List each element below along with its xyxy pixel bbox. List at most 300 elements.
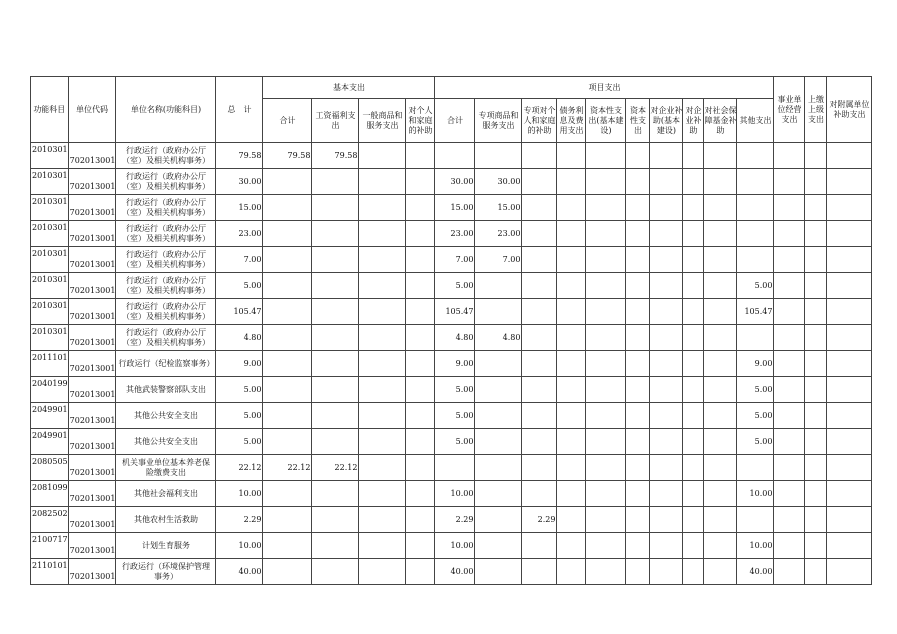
header-project-total: 合计 (435, 99, 475, 143)
project-enterprise-cell (683, 559, 704, 585)
basic-wage-cell (312, 429, 359, 455)
project-debt-cell (557, 559, 586, 585)
header-project-capital-build: 资本性支出(基本建设) (586, 99, 626, 143)
project-debt-cell (557, 195, 586, 221)
project-debt-cell (557, 533, 586, 559)
header-project-capital: 资本性支出 (626, 99, 650, 143)
basic-goods-cell (359, 559, 406, 585)
business-cell (774, 559, 805, 585)
project-total-cell: 105.47 (435, 299, 475, 325)
unit-code-cell: 702013001 (68, 377, 116, 403)
header-project-personal: 专项对个人和家庭的补助 (522, 99, 557, 143)
project-enterprise-cell (683, 221, 704, 247)
upper-cell (805, 481, 827, 507)
basic-total-cell (263, 221, 312, 247)
project-debt-cell (557, 273, 586, 299)
func-code-cell: 2010301 (31, 221, 69, 247)
basic-goods-cell (359, 143, 406, 169)
project-total-cell: 5.00 (435, 429, 475, 455)
basic-total-cell: 22.12 (263, 455, 312, 481)
unit-name-cell: 行政运行（政府办公厅（室）及相关机构事务） (116, 247, 216, 273)
project-enterprise-build-cell (650, 169, 683, 195)
table-row (31, 377, 872, 403)
header-basic-total: 合计 (263, 99, 312, 143)
upper-cell (805, 143, 827, 169)
project-social-cell (704, 169, 737, 195)
unit-code-cell: 702013001 (68, 299, 116, 325)
unit-code-cell: 702013001 (68, 429, 116, 455)
total-cell: 79.58 (216, 143, 263, 169)
project-enterprise-cell (683, 299, 704, 325)
table-row (31, 299, 872, 325)
total-cell: 23.00 (216, 221, 263, 247)
project-other-cell: 5.00 (737, 403, 774, 429)
project-goods-cell: 7.00 (475, 247, 522, 273)
project-social-cell (704, 195, 737, 221)
project-enterprise-build-cell (650, 559, 683, 585)
basic-wage-cell: 79.58 (312, 143, 359, 169)
func-code-cell: 2011101 (31, 351, 69, 377)
business-cell (774, 429, 805, 455)
upper-cell (805, 221, 827, 247)
basic-total-cell (263, 481, 312, 507)
basic-goods-cell (359, 221, 406, 247)
project-capital-cell (626, 195, 650, 221)
header-project-debt: 债务利息及费用支出 (557, 99, 586, 143)
project-capital-cell (626, 455, 650, 481)
project-other-cell (737, 455, 774, 481)
project-capital-build-cell (586, 429, 626, 455)
basic-personal-cell (406, 481, 435, 507)
project-enterprise-cell (683, 143, 704, 169)
table-row (31, 351, 872, 377)
table-row (31, 169, 872, 195)
project-debt-cell (557, 351, 586, 377)
project-other-cell (737, 169, 774, 195)
unit-name-cell: 其他武装警察部队支出 (116, 377, 216, 403)
basic-wage-cell (312, 507, 359, 533)
project-personal-cell (522, 169, 557, 195)
basic-personal-cell (406, 143, 435, 169)
upper-cell (805, 169, 827, 195)
project-social-cell (704, 481, 737, 507)
subsidy-cell (827, 195, 872, 221)
project-enterprise-cell (683, 169, 704, 195)
table-row (31, 247, 872, 273)
basic-total-cell (263, 247, 312, 273)
project-social-cell (704, 377, 737, 403)
table-row (31, 403, 872, 429)
upper-cell (805, 195, 827, 221)
project-social-cell (704, 403, 737, 429)
basic-total-cell (263, 169, 312, 195)
project-personal-cell (522, 143, 557, 169)
basic-total-cell (263, 299, 312, 325)
table-row (31, 195, 872, 221)
basic-wage-cell (312, 195, 359, 221)
basic-goods-cell (359, 351, 406, 377)
table-row (31, 325, 872, 351)
expenditure-table (30, 76, 872, 585)
basic-goods-cell (359, 299, 406, 325)
basic-total-cell (263, 195, 312, 221)
project-personal-cell (522, 455, 557, 481)
basic-total-cell (263, 403, 312, 429)
basic-personal-cell (406, 221, 435, 247)
project-capital-cell (626, 351, 650, 377)
basic-personal-cell (406, 455, 435, 481)
subsidy-cell (827, 403, 872, 429)
basic-personal-cell (406, 169, 435, 195)
basic-wage-cell (312, 299, 359, 325)
project-goods-cell (475, 299, 522, 325)
table-row (31, 533, 872, 559)
basic-personal-cell (406, 559, 435, 585)
unit-code-cell: 702013001 (68, 351, 116, 377)
header-basic-goods: 一般商品和服务支出 (359, 99, 406, 143)
project-goods-cell: 30.00 (475, 169, 522, 195)
total-cell: 2.29 (216, 507, 263, 533)
subsidy-cell (827, 559, 872, 585)
upper-cell (805, 533, 827, 559)
basic-total-cell (263, 533, 312, 559)
total-cell: 15.00 (216, 195, 263, 221)
project-capital-cell (626, 481, 650, 507)
basic-wage-cell (312, 325, 359, 351)
project-social-cell (704, 143, 737, 169)
func-code-cell: 2010301 (31, 325, 69, 351)
basic-goods-cell (359, 429, 406, 455)
project-enterprise-cell (683, 247, 704, 273)
project-personal-cell (522, 325, 557, 351)
project-total-cell: 40.00 (435, 559, 475, 585)
unit-name-cell: 其他农村生活救助 (116, 507, 216, 533)
unit-name-cell: 行政运行（政府办公厅（室）及相关机构事务） (116, 273, 216, 299)
project-social-cell (704, 273, 737, 299)
basic-wage-cell (312, 533, 359, 559)
project-other-cell: 5.00 (737, 429, 774, 455)
func-code-cell: 2081099 (31, 481, 69, 507)
header-basic-group: 基本支出 (263, 77, 435, 99)
header-project-other: 其他支出 (737, 99, 774, 143)
project-total-cell: 30.00 (435, 169, 475, 195)
table-body (31, 143, 872, 585)
unit-name-cell: 行政运行（政府办公厅（室）及相关机构事务） (116, 221, 216, 247)
basic-wage-cell (312, 247, 359, 273)
project-debt-cell (557, 507, 586, 533)
project-capital-cell (626, 377, 650, 403)
project-enterprise-cell (683, 507, 704, 533)
project-debt-cell (557, 299, 586, 325)
project-personal-cell (522, 377, 557, 403)
unit-name-cell: 其他公共安全支出 (116, 429, 216, 455)
total-cell: 105.47 (216, 299, 263, 325)
table-row (31, 559, 872, 585)
header-func-code: 功能科目 (31, 77, 69, 143)
project-capital-build-cell (586, 351, 626, 377)
basic-goods-cell (359, 377, 406, 403)
unit-code-cell: 702013001 (68, 169, 116, 195)
unit-code-cell: 702013001 (68, 247, 116, 273)
header-project-group: 项目支出 (435, 77, 774, 99)
project-capital-cell (626, 299, 650, 325)
upper-cell (805, 559, 827, 585)
project-capital-build-cell (586, 403, 626, 429)
project-goods-cell (475, 533, 522, 559)
project-debt-cell (557, 325, 586, 351)
project-debt-cell (557, 429, 586, 455)
project-personal-cell (522, 273, 557, 299)
func-code-cell: 2010301 (31, 247, 69, 273)
business-cell (774, 273, 805, 299)
basic-personal-cell (406, 299, 435, 325)
project-capital-build-cell (586, 273, 626, 299)
basic-total-cell: 79.58 (263, 143, 312, 169)
project-enterprise-build-cell (650, 351, 683, 377)
unit-code-cell: 702013001 (68, 143, 116, 169)
business-cell (774, 299, 805, 325)
project-other-cell: 9.00 (737, 351, 774, 377)
project-personal-cell (522, 533, 557, 559)
upper-cell (805, 299, 827, 325)
project-capital-cell (626, 247, 650, 273)
project-enterprise-build-cell (650, 143, 683, 169)
unit-code-cell: 702013001 (68, 507, 116, 533)
project-total-cell: 10.00 (435, 481, 475, 507)
business-cell (774, 455, 805, 481)
basic-total-cell (263, 559, 312, 585)
project-capital-build-cell (586, 247, 626, 273)
project-capital-build-cell (586, 455, 626, 481)
project-total-cell: 5.00 (435, 273, 475, 299)
project-other-cell: 5.00 (737, 377, 774, 403)
basic-wage-cell (312, 481, 359, 507)
project-enterprise-cell (683, 273, 704, 299)
unit-name-cell: 行政运行（政府办公厅（室）及相关机构事务） (116, 143, 216, 169)
total-cell: 22.12 (216, 455, 263, 481)
business-cell (774, 325, 805, 351)
project-personal-cell (522, 195, 557, 221)
unit-name-cell: 机关事业单位基本养老保险缴费支出 (116, 455, 216, 481)
project-goods-cell (475, 559, 522, 585)
total-cell: 4.80 (216, 325, 263, 351)
project-total-cell: 2.29 (435, 507, 475, 533)
header-project-enterprise: 对企业补助 (683, 99, 704, 143)
upper-cell (805, 273, 827, 299)
project-goods-cell: 4.80 (475, 325, 522, 351)
header-total: 总 计 (216, 77, 263, 143)
basic-wage-cell (312, 273, 359, 299)
project-social-cell (704, 507, 737, 533)
func-code-cell: 2049901 (31, 403, 69, 429)
project-social-cell (704, 325, 737, 351)
project-other-cell: 105.47 (737, 299, 774, 325)
project-other-cell (737, 195, 774, 221)
project-personal-cell (522, 247, 557, 273)
total-cell: 10.00 (216, 533, 263, 559)
subsidy-cell (827, 169, 872, 195)
project-personal-cell (522, 351, 557, 377)
business-cell (774, 169, 805, 195)
project-capital-build-cell (586, 221, 626, 247)
project-debt-cell (557, 143, 586, 169)
project-capital-build-cell (586, 559, 626, 585)
unit-code-cell: 702013001 (68, 481, 116, 507)
header-project-enterprise-build: 对企业补助(基本建设) (650, 99, 683, 143)
project-goods-cell (475, 273, 522, 299)
subsidy-cell (827, 325, 872, 351)
header-basic-personal: 对个人和家庭的补助 (406, 99, 435, 143)
subsidy-cell (827, 455, 872, 481)
project-social-cell (704, 429, 737, 455)
project-other-cell (737, 221, 774, 247)
unit-name-cell: 行政运行（纪检监察事务） (116, 351, 216, 377)
func-code-cell: 2010301 (31, 169, 69, 195)
basic-total-cell (263, 429, 312, 455)
basic-personal-cell (406, 351, 435, 377)
subsidy-cell (827, 377, 872, 403)
project-capital-cell (626, 403, 650, 429)
basic-total-cell (263, 351, 312, 377)
project-capital-cell (626, 143, 650, 169)
project-capital-build-cell (586, 325, 626, 351)
basic-goods-cell (359, 195, 406, 221)
project-enterprise-build-cell (650, 377, 683, 403)
business-cell (774, 143, 805, 169)
business-cell (774, 247, 805, 273)
basic-wage-cell (312, 221, 359, 247)
project-other-cell (737, 325, 774, 351)
project-capital-cell (626, 559, 650, 585)
project-debt-cell (557, 247, 586, 273)
table-row (31, 143, 872, 169)
project-other-cell (737, 143, 774, 169)
project-goods-cell: 23.00 (475, 221, 522, 247)
unit-code-cell: 702013001 (68, 533, 116, 559)
project-total-cell: 5.00 (435, 403, 475, 429)
project-other-cell (737, 247, 774, 273)
basic-personal-cell (406, 377, 435, 403)
project-enterprise-cell (683, 455, 704, 481)
basic-personal-cell (406, 247, 435, 273)
project-enterprise-build-cell (650, 273, 683, 299)
project-enterprise-build-cell (650, 325, 683, 351)
subsidy-cell (827, 143, 872, 169)
project-goods-cell (475, 429, 522, 455)
project-capital-build-cell (586, 377, 626, 403)
project-social-cell (704, 455, 737, 481)
project-personal-cell (522, 403, 557, 429)
project-enterprise-build-cell (650, 403, 683, 429)
project-enterprise-cell (683, 481, 704, 507)
project-capital-build-cell (586, 507, 626, 533)
unit-name-cell: 计划生育服务 (116, 533, 216, 559)
project-debt-cell (557, 403, 586, 429)
project-personal-cell (522, 481, 557, 507)
unit-name-cell: 其他社会福利支出 (116, 481, 216, 507)
business-cell (774, 533, 805, 559)
project-goods-cell (475, 403, 522, 429)
header-subsidy: 对附属单位补助支出 (827, 77, 872, 143)
basic-goods-cell (359, 403, 406, 429)
project-enterprise-build-cell (650, 507, 683, 533)
upper-cell (805, 507, 827, 533)
unit-name-cell: 其他公共安全支出 (116, 403, 216, 429)
project-capital-build-cell (586, 533, 626, 559)
basic-goods-cell (359, 455, 406, 481)
project-enterprise-build-cell (650, 533, 683, 559)
project-personal-cell (522, 429, 557, 455)
header-project-social-security: 对社会保障基金补助 (704, 99, 737, 143)
basic-personal-cell (406, 533, 435, 559)
project-total-cell: 15.00 (435, 195, 475, 221)
unit-name-cell: 行政运行（政府办公厅（室）及相关机构事务） (116, 325, 216, 351)
project-debt-cell (557, 221, 586, 247)
project-debt-cell (557, 455, 586, 481)
basic-goods-cell (359, 533, 406, 559)
subsidy-cell (827, 507, 872, 533)
subsidy-cell (827, 299, 872, 325)
unit-code-cell: 702013001 (68, 195, 116, 221)
basic-goods-cell (359, 507, 406, 533)
unit-name-cell: 行政运行（环境保护管理事务） (116, 559, 216, 585)
table-row (31, 429, 872, 455)
basic-wage-cell (312, 403, 359, 429)
project-debt-cell (557, 169, 586, 195)
unit-code-cell: 702013001 (68, 273, 116, 299)
project-total-cell (435, 143, 475, 169)
project-goods-cell (475, 143, 522, 169)
project-enterprise-cell (683, 533, 704, 559)
project-goods-cell (475, 455, 522, 481)
upper-cell (805, 429, 827, 455)
basic-total-cell (263, 325, 312, 351)
project-capital-cell (626, 507, 650, 533)
basic-goods-cell (359, 325, 406, 351)
basic-goods-cell (359, 247, 406, 273)
project-goods-cell: 15.00 (475, 195, 522, 221)
project-capital-cell (626, 273, 650, 299)
business-cell (774, 221, 805, 247)
subsidy-cell (827, 533, 872, 559)
total-cell: 5.00 (216, 403, 263, 429)
project-social-cell (704, 533, 737, 559)
project-debt-cell (557, 481, 586, 507)
project-total-cell: 9.00 (435, 351, 475, 377)
table-row (31, 273, 872, 299)
header-upper-payment: 上缴上级支出 (805, 77, 827, 143)
project-capital-build-cell (586, 195, 626, 221)
func-code-cell: 2082502 (31, 507, 69, 533)
business-cell (774, 351, 805, 377)
basic-total-cell (263, 507, 312, 533)
func-code-cell: 2010301 (31, 273, 69, 299)
func-code-cell: 2040199 (31, 377, 69, 403)
total-cell: 7.00 (216, 247, 263, 273)
project-enterprise-cell (683, 325, 704, 351)
project-enterprise-cell (683, 377, 704, 403)
project-enterprise-cell (683, 403, 704, 429)
upper-cell (805, 455, 827, 481)
subsidy-cell (827, 273, 872, 299)
func-code-cell: 2100717 (31, 533, 69, 559)
project-enterprise-build-cell (650, 195, 683, 221)
unit-code-cell: 702013001 (68, 455, 116, 481)
project-goods-cell (475, 481, 522, 507)
project-personal-cell (522, 221, 557, 247)
project-debt-cell (557, 377, 586, 403)
project-enterprise-build-cell (650, 221, 683, 247)
